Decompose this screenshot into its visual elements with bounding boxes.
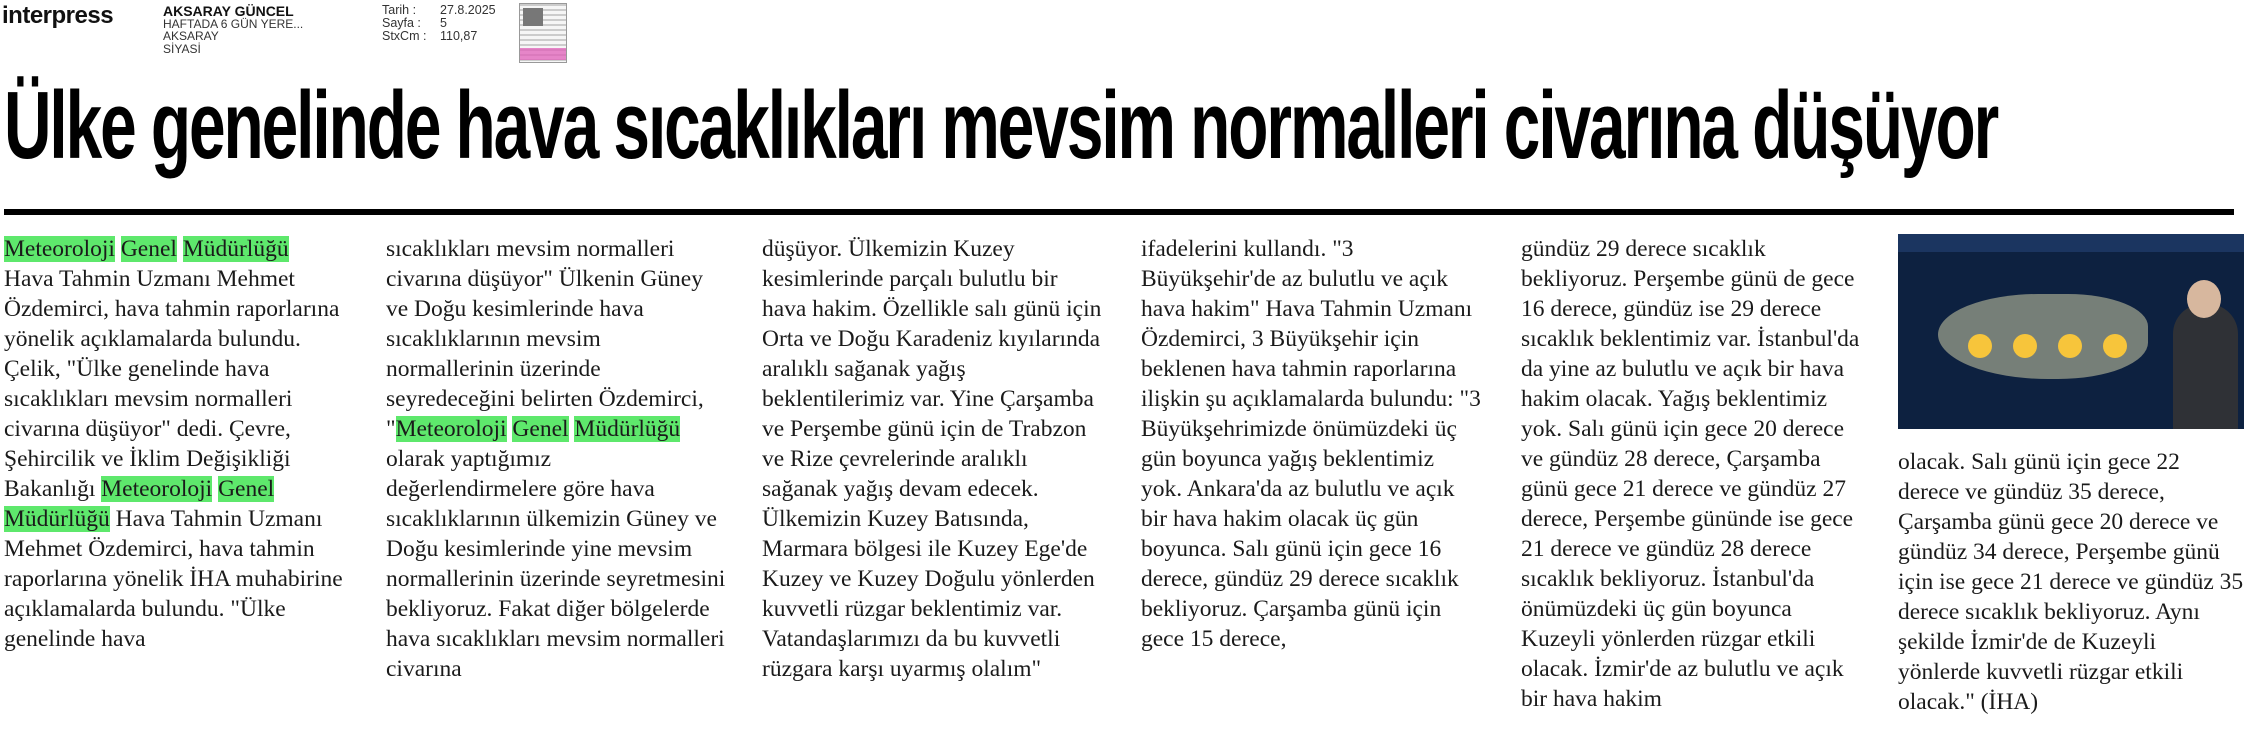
publication-info bbox=[163, 5, 303, 55]
highlighted-term: Müdürlüğü bbox=[182, 236, 289, 262]
clipping-meta bbox=[382, 4, 496, 43]
page-label: Sayfa : bbox=[382, 16, 421, 30]
highlighted-term: Genel bbox=[218, 476, 275, 502]
highlighted-term: Müdürlüğü bbox=[4, 506, 110, 532]
date-label: Tarih : bbox=[382, 3, 417, 17]
headline bbox=[4, 70, 2240, 220]
highlighted-term: Meteoroloji bbox=[395, 416, 507, 442]
article-column-2: sıcaklıkları mevsim normalleri civarına düşüyor" Ülkenin Güney ve Doğu kesimlerinde hava sıcaklıklarının mevsim normallerinin üzerinde seyredeceğini belirten Özdemirci, "Meteoroloji Genel Müdürlüğü olarak yaptığımız değerlendirmelere göre hava sıcaklıklarının ülkemizin Güney ve Doğu kesimlerinde yine mevsim normallerinin üzerinde seyretmesini bekliyoruz. Fakat diğer bölgelerde hava sıcaklıkları mevsim normalleri civarına bbox=[386, 236, 726, 682]
article-column-5: gündüz 29 derece sıcaklık bekliyoruz. Perşembe günü de gece 16 derece, gündüz ise 29 derece sıcaklık beklentimiz var. İstanbul'da da yine az bulutlu ve açık bir hava hakim olacak. Yağış beklentimiz yok. Salı günü için gece 20 derece ve gündüz 28 derece, Çarşamba günü gece 21 derece ve gündüz 27 derece, Perşembe gününde ise gece 21 derece ve gündüz 28 derece sıcaklık bekliyoruz. İstanbul'da önümüzdeki üç gün boyunca Kuzeyli yönlerden rüzgar etkili olacak. İzmir'de az bulutlu ve açık bir hava hakim bbox=[1521, 236, 1860, 712]
stxcm-value: 110,87 bbox=[440, 29, 478, 43]
article-column-4: ifadelerini kullandı. "3 Büyükşehir'de az bulutlu ve açık hava hakim" Hava Tahmin Uzmanı Özdemirci, 3 Büyükşehir için beklenen hava tahmin raporlarına ilişkin şu açıklamalarda bulundu: "3 Büyükşehrimizde önümüzdeki üç gün boyunca yağış beklentimiz yok. Ankara'da az bulutlu ve açık bir hava hakim olacak üç gün boyunca. Salı günü için gece 16 derece, gündüz 29 derece sıcaklık bekliyoruz. Çarşamba günü için gece 15 derece, bbox=[1141, 236, 1481, 652]
highlighted-term: Meteoroloji bbox=[4, 236, 115, 262]
weather-presenter-photo bbox=[1898, 234, 2244, 429]
publication-category: SİYASİ bbox=[163, 41, 201, 56]
highlighted-term: Meteoroloji bbox=[101, 476, 213, 502]
publication-city: AKSARAY bbox=[163, 29, 219, 43]
clipping-header bbox=[0, 0, 620, 66]
highlighted-term: Müdürlüğü bbox=[574, 416, 681, 442]
article-column-3: düşüyor. Ülkemizin Kuzey kesimlerinde parçalı bulutlu bir hava hakim. Özellikle salı günü için Orta ve Doğu Karadeniz kıyılarında aralıklı sağanak yağış beklentilerimiz var. Yine Çarşamba ve Perşembe günü için de Trabzon ve Rize çevrelerinde aralıklı sağanak yağış devam edecek. Ülkemizin Kuzey Batısında, Marmara bölgesi ile Kuzey Ege'de Kuzey ve Kuzey Doğulu yönlerden kuvvetli rüzgar beklentimiz var. Vatandaşlarımızı da bu kuvvetli rüzgara karşı uyarmış olalım" bbox=[762, 236, 1102, 682]
article-column-1: Meteoroloji Genel Müdürlüğü Hava Tahmin Uzmanı Mehmet Özdemirci, hava tahmin raporlarına yönelik açıklamalarda bulundu. Çelik, "Ülke genelinde hava sıcaklıkları mevsim normalleri civarına düşüyor" dedi. Çevre, Şehircilik ve İklim Değişikliği Bakanlığı Meteoroloji Genel Müdürlüğü Hava Tahmin Uzmanı Mehmet Özdemirci, hava tahmin raporlarına yönelik İHA muhabirine açıklamalarda bulundu. "Ülke genelinde hava bbox=[4, 236, 343, 652]
publication-frequency: HAFTADA 6 GÜN YERE... bbox=[163, 16, 304, 31]
headline-text: Ülke genelinde hava sıcaklıkları mevsim normalleri civarına düşüyor bbox=[4, 72, 1998, 179]
interpress-logo: interpress bbox=[2, 2, 114, 29]
stxcm-label: StxCm : bbox=[382, 29, 427, 43]
publication-name: AKSARAY GÜNCEL bbox=[163, 3, 294, 19]
highlighted-term: Genel bbox=[512, 416, 569, 442]
article-column-6: olacak. Salı günü için gece 22 derece ve gündüz 35 derece, Çarşamba günü gece 20 derece ve gündüz 34 derece, Perşembe günü için ise gece 21 derece ve gündüz 35 derece sıcaklık bekliyoruz. Aynı şekilde İzmir'de de Kuzeyli yönlerde kuvvetli rüzgar etkili olacak." (İHA) bbox=[1898, 449, 2244, 715]
page-thumbnail bbox=[519, 3, 567, 63]
date-value: 27.8.2025 bbox=[440, 3, 496, 17]
page-value: 5 bbox=[440, 16, 447, 30]
headline-rule bbox=[4, 209, 2234, 215]
highlighted-term: Genel bbox=[120, 236, 177, 262]
